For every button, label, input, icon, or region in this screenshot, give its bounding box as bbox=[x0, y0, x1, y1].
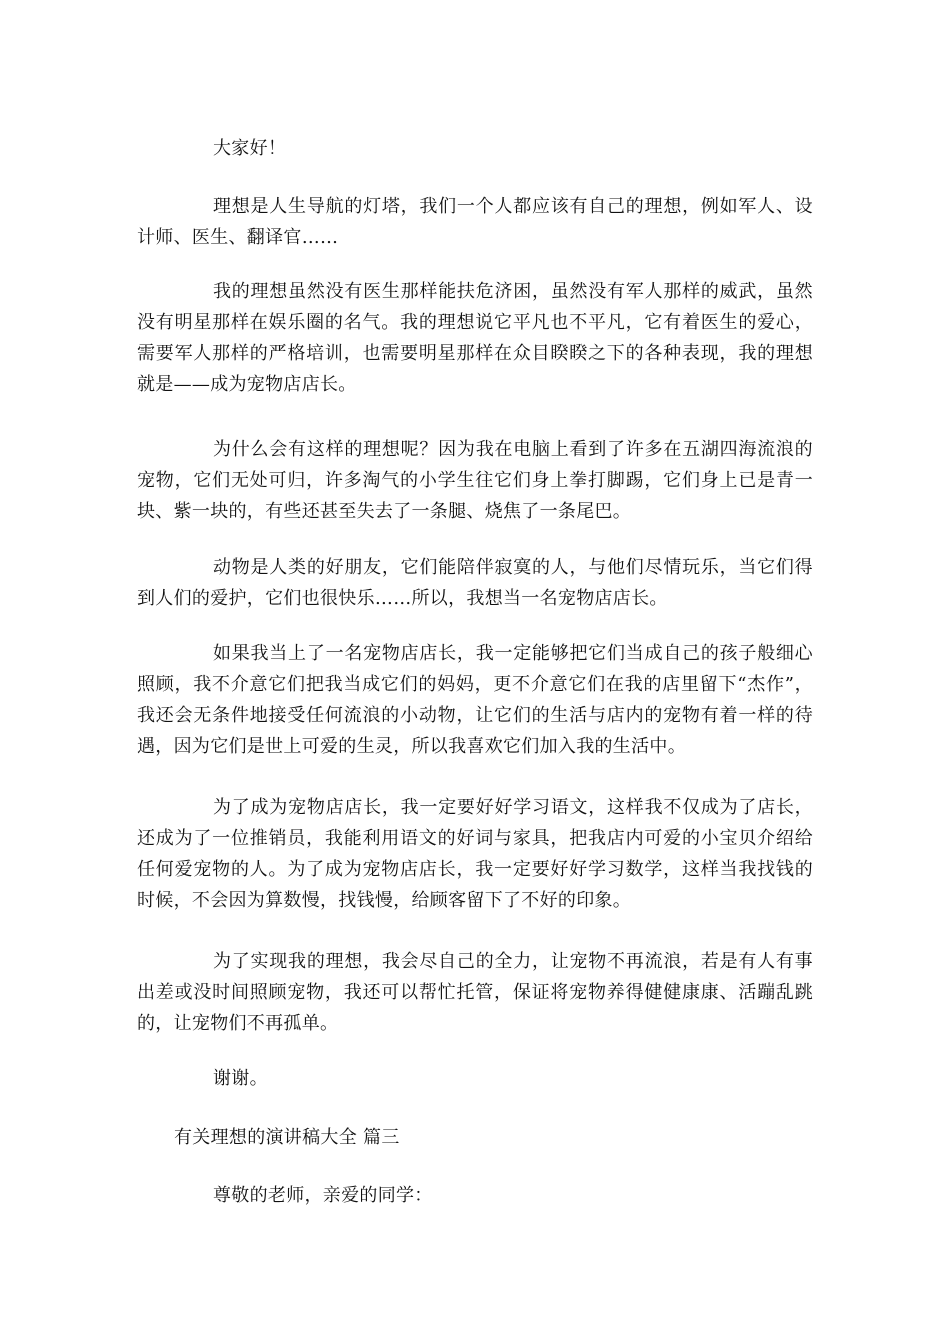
paragraph: 如果我当上了一名宠物店店长，我一定能够把它们当成自己的孩子般细心照顾，我不介意它们把我当成它们的妈妈，更不介意它们在我的店里留下“杰作”，我还会无条件地接受任何流浪的小动物，让它们的生活与店内的宠物有着一样的待遇，因为它们是世上可爱的生灵，所以我喜欢它们加入我的生活中。 bbox=[137, 643, 813, 757]
paragraph: 为什么会有这样的理想呢？因为我在电脑上看到了许多在五湖四海流浪的宠物，它们无处可归，许多淘气的小学生往它们身上拳打脚踢，它们身上已是青一块、紫一块的，有些还甚至失去了一条腿、烧焦了一条尾巴。 bbox=[137, 439, 813, 522]
paragraph-thanks: 谢谢。 bbox=[213, 1068, 268, 1089]
paragraph-greeting: 大家好！ bbox=[213, 138, 287, 159]
paragraph: 我的理想虽然没有医生那样能扶危济困，虽然没有军人那样的威武，虽然没有明星那样在娱乐圈的名气。我的理想说它平凡也不平凡，它有着医生的爱心，需要军人那样的严格培训，也需要明星那样在众目睽睽之下的各种表现，我的理想就是——成为宠物店店长。 bbox=[137, 281, 813, 395]
paragraph-greeting-2: 尊敬的老师，亲爱的同学： bbox=[213, 1185, 433, 1206]
paragraph: 理想是人生导航的灯塔，我们一个人都应该有自己的理想，例如军人、设计师、医生、翻译官…… bbox=[137, 196, 813, 248]
section-title: 有关理想的演讲稿大全 篇三 bbox=[174, 1127, 400, 1148]
paragraph: 为了成为宠物店店长，我一定要好好学习语文，这样我不仅成为了店长，还成为了一位推销员，我能利用语文的好词与家具，把我店内可爱的小宝贝介绍给任何爱宠物的人。为了成为宠物店店长，我一定要好好学习数学，这样当我找钱的时候，不会因为算数慢，找钱慢，给顾客留下了不好的印象。 bbox=[137, 797, 813, 911]
paragraph: 为了实现我的理想，我会尽自己的全力，让宠物不再流浪，若是有人有事出差或没时间照顾宠物，我还可以帮忙托管，保证将宠物养得健健康康、活蹦乱跳的，让宠物们不再孤单。 bbox=[137, 951, 813, 1034]
paragraph: 动物是人类的好朋友，它们能陪伴寂寞的人，与他们尽情玩乐，当它们得到人们的爱护，它们也很快乐……所以，我想当一名宠物店店长。 bbox=[137, 557, 813, 609]
